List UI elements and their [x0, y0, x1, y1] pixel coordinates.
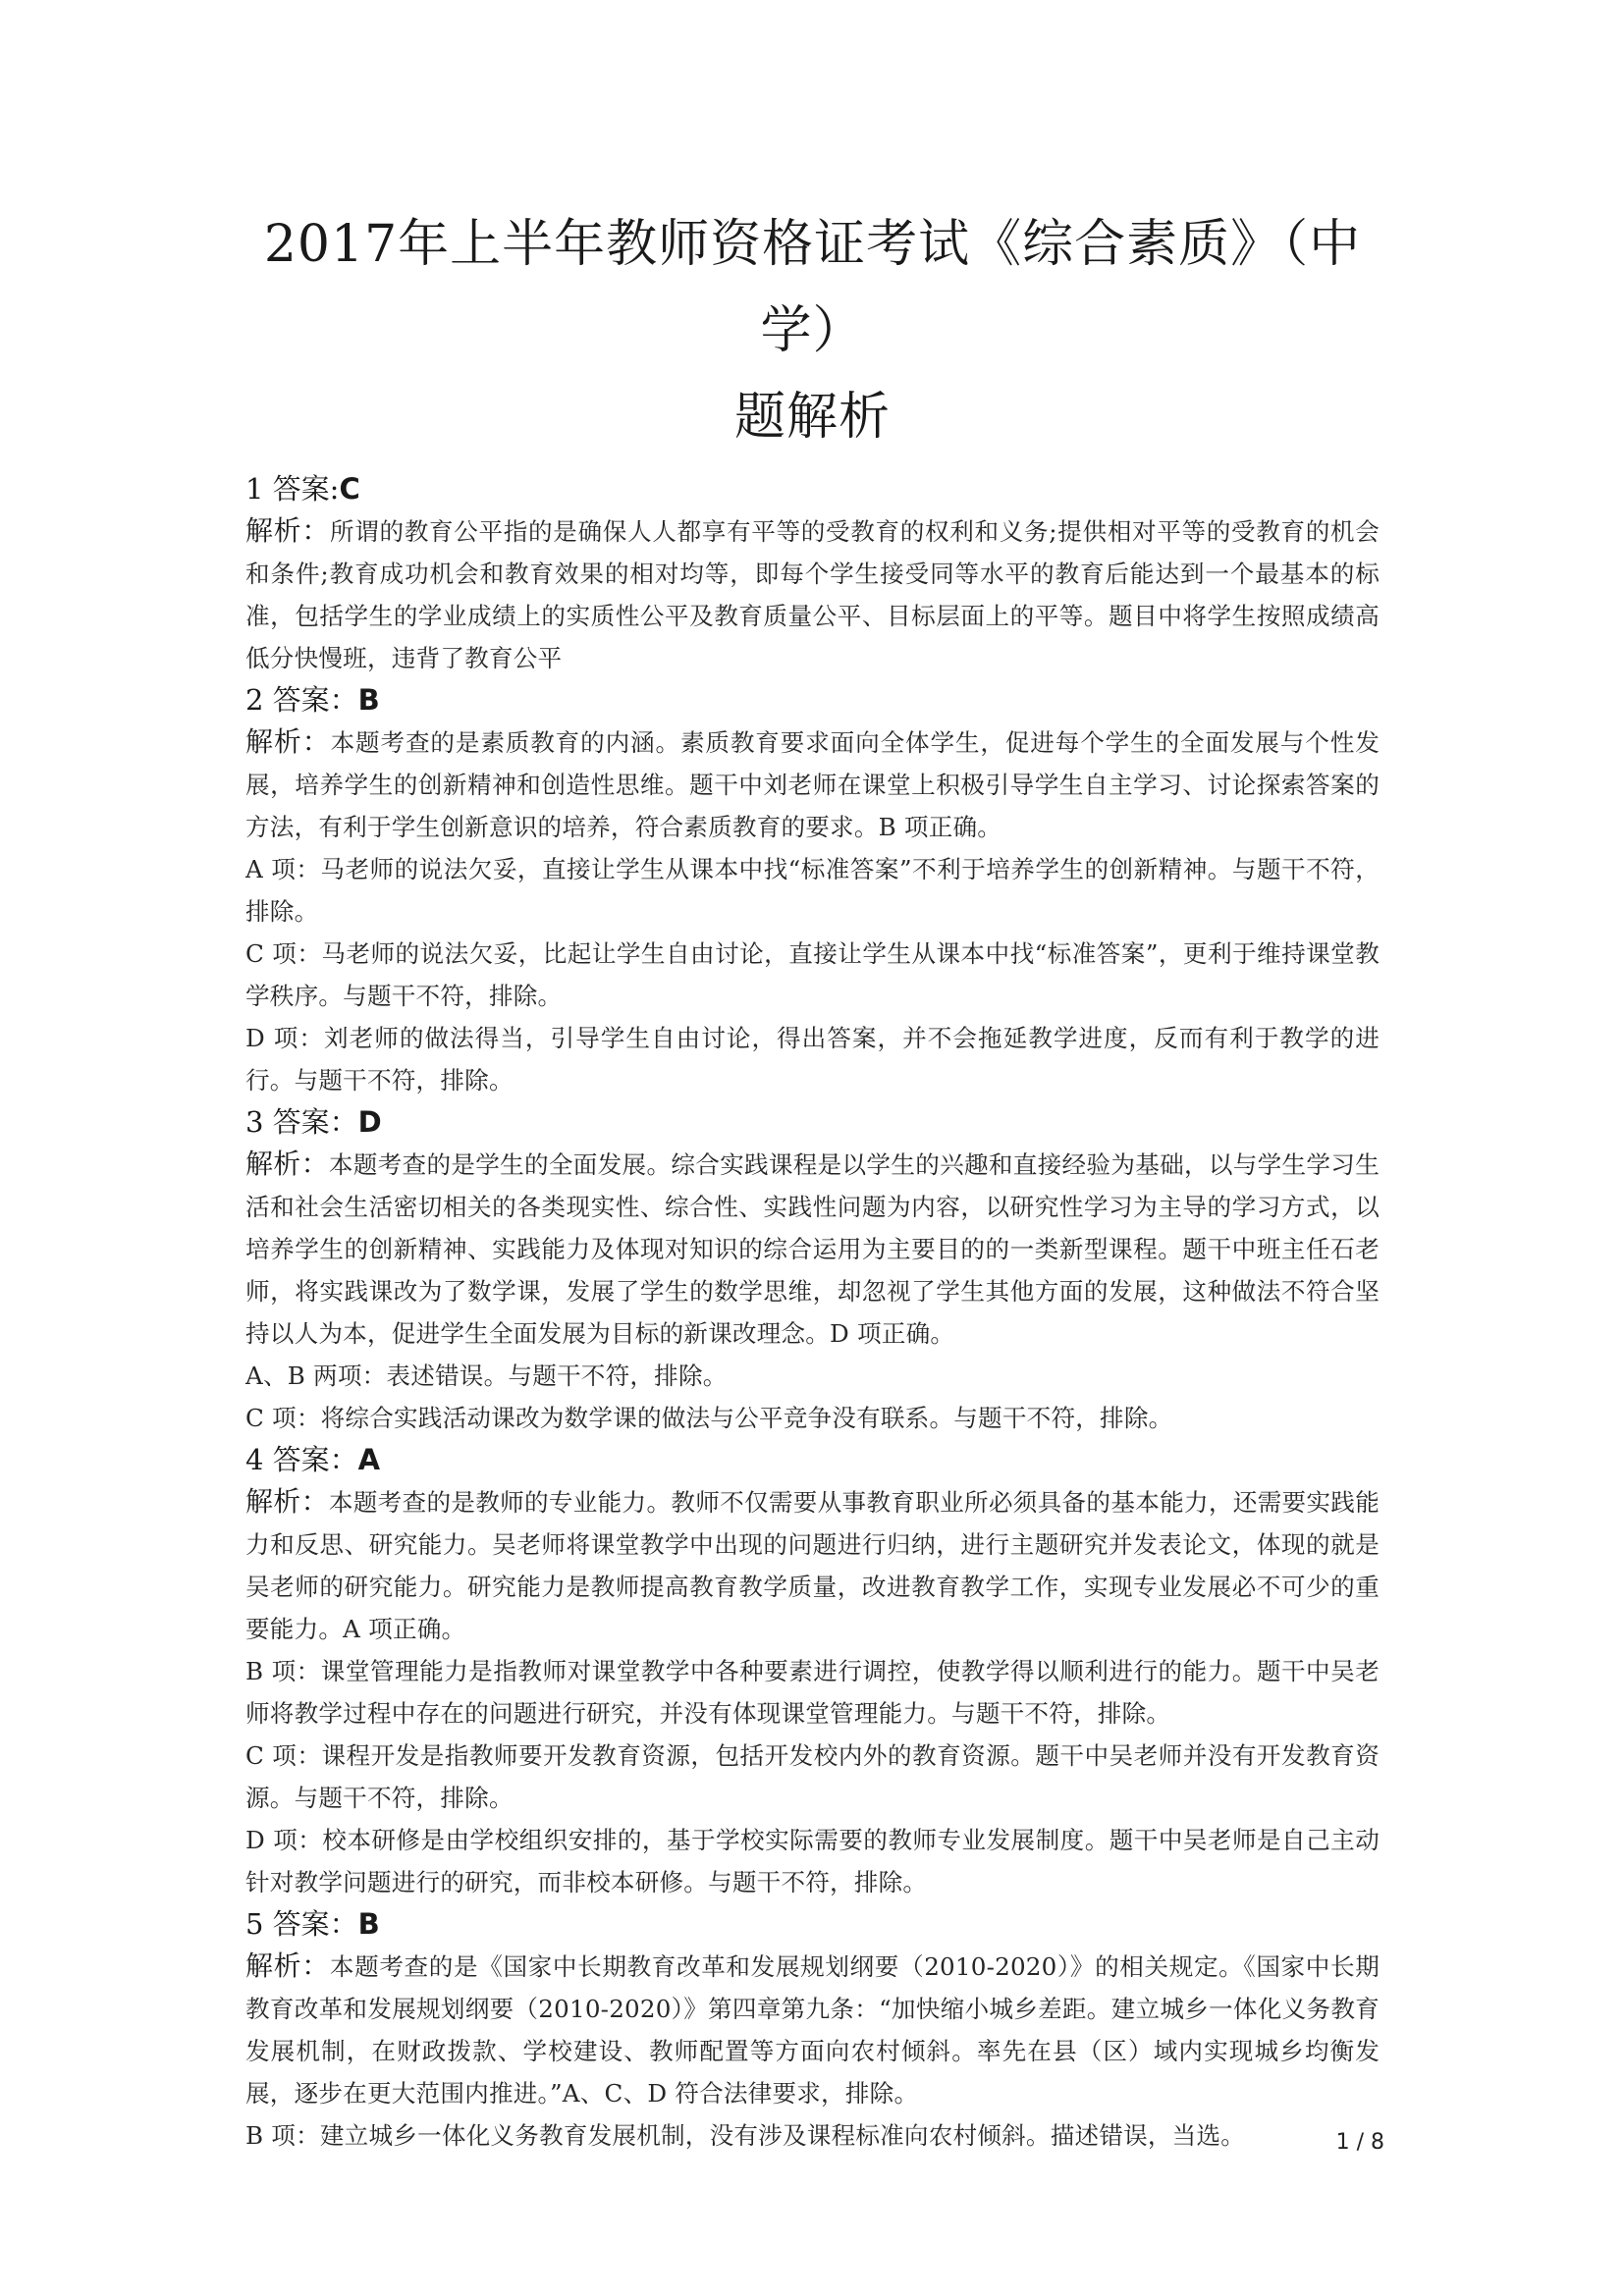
answer-section: [245, 1101, 1380, 1439]
answer-letter: C: [339, 472, 360, 506]
analysis-label: 解析：: [245, 1148, 329, 1180]
option-note: C 项：课程开发是指教师要开发教育资源，包括开发校内外的教育资源。题干中吴老师并没有开发教育资源。与题干不符，排除。: [245, 1741, 1380, 1812]
option-note: D 项：校本研修是由学校组织安排的，基于学校实际需要的教师专业发展制度。题干中吴老师是自己主动针对教学问题进行的研究，而非校本研修。与题干不符，排除。: [245, 1826, 1380, 1896]
analysis-paragraph: [245, 509, 1380, 679]
title-line-1: 2017年上半年教师资格证考试《综合素质》（中学）: [263, 215, 1362, 360]
analysis-text: 本题考查的是学生的全面发展。综合实践课程是以学生的兴趣和直接经验为基础，以与学生学习生活和社会生活密切相关的各类现实性、综合性、实践性问题为内容，以研究性学习为主导的学习方式，以培养学生的创新精神、实践能力及体现对知识的综合运用为主要目的的一类新型课程。题干中班主任石老师，将实践课改为了数学课，发展了学生的数学思维，却忽视了学生其他方面的发展，这种做法不符合坚持以人为本，促进学生全面发展为目标的新课改理念。D 项正确。: [245, 1150, 1380, 1348]
option-note: A 项：马老师的说法欠妥，直接让学生从课本中找“标准答案”不利于培养学生的创新精神。与题干不符，排除。: [245, 855, 1380, 926]
document-title: [245, 201, 1380, 460]
answer-sections: [245, 468, 1380, 2157]
analysis-paragraph: [245, 1143, 1380, 1355]
document-content: [245, 201, 1380, 2157]
analysis-text: 本题考查的是《国家中长期教育改革和发展规划纲要（2010-2020）》的相关规定。《国家中长期教育改革和发展规划纲要（2010-2020）》第四章第九条：“加快缩小城乡差距。建立城乡一体化义务教育发展机制，在财政拨款、学校建设、教师配置等方面向农村倾斜。率先在县（区）域内实现城乡均衡发展，逐步在更大范围内推进。”A、C、D 符合法律要求，排除。: [245, 1952, 1380, 2108]
analysis-label: 解析：: [245, 1949, 330, 1982]
option-note: B 项：建立城乡一体化义务教育发展机制，没有涉及课程标准向农村倾斜。描述错误，当选。: [245, 2121, 1246, 2150]
page-number: 1 / 8: [1335, 2130, 1384, 2155]
analysis-paragraph: [245, 1480, 1380, 1650]
answer-prefix: 5 答案：: [245, 1907, 358, 1941]
answer-section: [245, 1903, 1380, 2157]
answer-letter: D: [357, 1105, 382, 1139]
option-note: B 项：课堂管理能力是指教师对课堂教学中各种要素进行调控，使教学得以顺利进行的能力。题干中吴老师将教学过程中存在的问题进行研究，并没有体现课堂管理能力。与题干不符，排除。: [245, 1657, 1380, 1728]
analysis-text: 所谓的教育公平指的是确保人人都享有平等的受教育的权利和义务;提供相对平等的受教育的机会和条件;教育成功机会和教育效果的相对均等，即每个学生接受同等水平的教育后能达到一个最基本的标准，包括学生的学业成绩上的实质性公平及教育质量公平、目标层面上的平等。题目中将学生按照成绩高低分快慢班，违背了教育公平: [245, 517, 1380, 672]
analysis-text: 本题考查的是教师的专业能力。教师不仅需要从事教育职业所必须具备的基本能力，还需要实践能力和反思、研究能力。吴老师将课堂教学中出现的问题进行归纳，进行主题研究并发表论文，体现的就是吴老师的研究能力。研究能力是教师提高教育教学质量，改进教育教学工作，实现专业发展必不可少的重要能力。A 项正确。: [245, 1488, 1380, 1643]
answer-heading: [245, 1439, 1380, 1480]
answer-section: [245, 468, 1380, 679]
analysis-label: 解析：: [245, 514, 330, 547]
answer-prefix: 4 答案：: [245, 1443, 358, 1476]
analysis-paragraph: [245, 721, 1380, 848]
option-note: C 项：将综合实践活动课改为数学课的做法与公平竞争没有联系。与题干不符，排除。: [245, 1404, 1173, 1432]
answer-heading: [245, 1101, 1380, 1143]
answer-letter: B: [357, 1907, 380, 1941]
answer-prefix: 3 答案：: [245, 1105, 358, 1139]
analysis-label: 解析：: [245, 725, 331, 758]
analysis-text: 本题考查的是素质教育的内涵。素质教育要求面向全体学生，促进每个学生的全面发展与个性发展，培养学生的创新精神和创造性思维。题干中刘老师在课堂上积极引导学生自主学习、讨论探索答案的方法，有利于学生创新意识的培养，符合素质教育的要求。B 项正确。: [245, 728, 1380, 841]
answer-section: [245, 679, 1380, 1101]
answer-heading: [245, 468, 1380, 509]
analysis-label: 解析：: [245, 1485, 329, 1518]
answer-heading: [245, 1903, 1380, 1945]
answer-heading: [245, 679, 1380, 721]
answer-prefix: 1 答案:: [245, 472, 340, 506]
answer-letter: A: [357, 1443, 381, 1476]
title-line-2: 题解析: [733, 388, 891, 447]
option-note: A、B 两项：表述错误。与题干不符，排除。: [245, 1362, 728, 1390]
answer-prefix: 2 答案：: [245, 683, 358, 717]
option-note: C 项：马老师的说法欠妥，比起让学生自由讨论，直接让学生从课本中找“标准答案”，更利于维持课堂教学秩序。与题干不符，排除。: [245, 939, 1380, 1010]
answer-letter: B: [357, 683, 380, 717]
option-note: D 项：刘老师的做法得当，引导学生自由讨论，得出答案，并不会拖延教学进度，反而有利于教学的进行。与题干不符，排除。: [245, 1024, 1380, 1095]
answer-section: [245, 1439, 1380, 1903]
analysis-paragraph: [245, 1945, 1380, 2114]
